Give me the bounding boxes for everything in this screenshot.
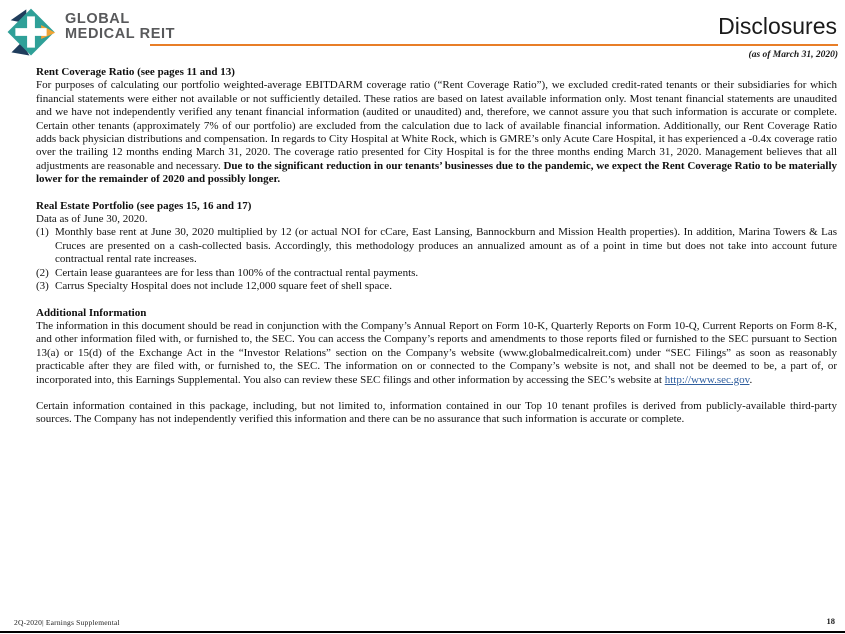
brand-name — [65, 12, 175, 42]
additional-information-text: The information in this document should be read in conjunction with the Company’s Annual Report on Form 10-K, Quarterly Reports on Form 10-Q, Current Reports on Form 8-K, and other information filed with, or furnished to, the SEC. You can access the Company’s reports and amendments to those reports filed or furnished to the SEC pursuant to Section 13(a) or 15(d) of the Exchange Act in the “Investor Relations” section on the Company’s website (www.globalmedicalreit.com) under “SEC Filings” as soon as reasonably practicable after they are filed with, or furnished to, the SEC. The information on or connected to the Company’s website is not, and shall not be deemed to be, a part of, or incorporated into, this Earnings Supplemental. You also can review these SEC filings and other information by accessing the SEC’s website at — [36, 319, 837, 386]
footnote-2-text: Certain lease guarantees are for less than 100% of the contractual rental payments. — [55, 266, 419, 279]
footnote-2 — [36, 267, 837, 280]
third-party-sources-paragraph: Certain information contained in this package, including, but not limited to, information contained in our Top 10 tenant profiles is derived from publicly-available third-party sources. The Company has not independently verified this information and there can be no assurance that such information is accurate or complete. — [36, 399, 837, 426]
additional-information-paragraph — [36, 320, 837, 387]
page-number: 18 — [826, 616, 835, 626]
footnote-3 — [36, 280, 837, 293]
brand-logo — [6, 7, 175, 57]
medical-cross-pinwheel-icon — [6, 7, 56, 57]
real-estate-intro: Data as of June 30, 2020. — [36, 213, 148, 226]
footnote-1-text: Monthly base rent at June 30, 2020 multiplied by 12 (or actual NOI for cCare, East Lansing, Bannockburn and Mission Health properties). In addition, Marina Towers & Las Cruces are presented on a cash-collected basis. Accordingly, this methodology produces an annualized amount as of a point in time but does not take into account future contractual rental rate increases. — [55, 226, 837, 266]
footnote-3-number: (3) — [36, 280, 49, 293]
rent-coverage-bold-text: Due to the significant reduction in our tenants’ businesses due to the pandemic, we expect the Rent Coverage Ratio to be materially lower for the remainder of 2020 and possibly longer. — [36, 159, 837, 186]
real-estate-heading: Real Estate Portfolio (see pages 15, 16 and 17) — [36, 199, 252, 212]
page-title: Disclosures — [718, 13, 837, 39]
additional-information-heading: Additional Information — [36, 306, 147, 319]
document-body — [36, 66, 837, 427]
sec-website-link[interactable]: http://www.sec.gov — [664, 373, 750, 386]
footer-document-label: 2Q-2020| Earnings Supplemental — [14, 618, 120, 627]
as-of-date: (as of March 31, 2020) — [748, 50, 838, 60]
footnote-1 — [36, 226, 837, 266]
brand-name-line2: MEDICAL REIT — [65, 26, 176, 42]
footnote-1-number: (1) — [36, 226, 49, 239]
brand-name-line1: GLOBAL — [65, 11, 130, 27]
footer-divider — [0, 631, 845, 633]
additional-information-text-after-link: . — [749, 373, 753, 386]
rent-coverage-heading: Rent Coverage Ratio (see pages 11 and 13) — [36, 66, 235, 78]
footnote-2-number: (2) — [36, 266, 49, 279]
footnote-3-text: Carrus Specialty Hospital does not include 12,000 square feet of shell space. — [55, 280, 392, 293]
rent-coverage-text: For purposes of calculating our portfolio weighted-average EBITDARM coverage ratio (“Rent Coverage Ratio”), we excluded credit-rated tenants or their subsidiaries for which financial statements were either not available or not sufficiently detailed. These ratios are based on latest available information only. Most tenant financial statements are unaudited and we have not independently verified any tenant financial information (audited or unaudited) and, therefore, we cannot assure you that such information is accurate or complete. Certain other tenants (approximately 7% of our portfolio) are excluded from the calculation due to lack of available financial information. Additionally, our Rent Coverage Ratio adds back physician distributions and compensation. In regards to City Hospital at White Rock, which is GMRE’s only Acute Care Hospital, it has experienced a -0.4x coverage ratio over the trailing 12 months ending March 31, 2020. The coverage ratio presented for City Hospital is for the three months ending March 31, 2020. Management believes that all adjustments are reasonable and necessary. — [36, 79, 837, 172]
header-divider — [150, 44, 838, 46]
rent-coverage-paragraph — [36, 79, 837, 186]
